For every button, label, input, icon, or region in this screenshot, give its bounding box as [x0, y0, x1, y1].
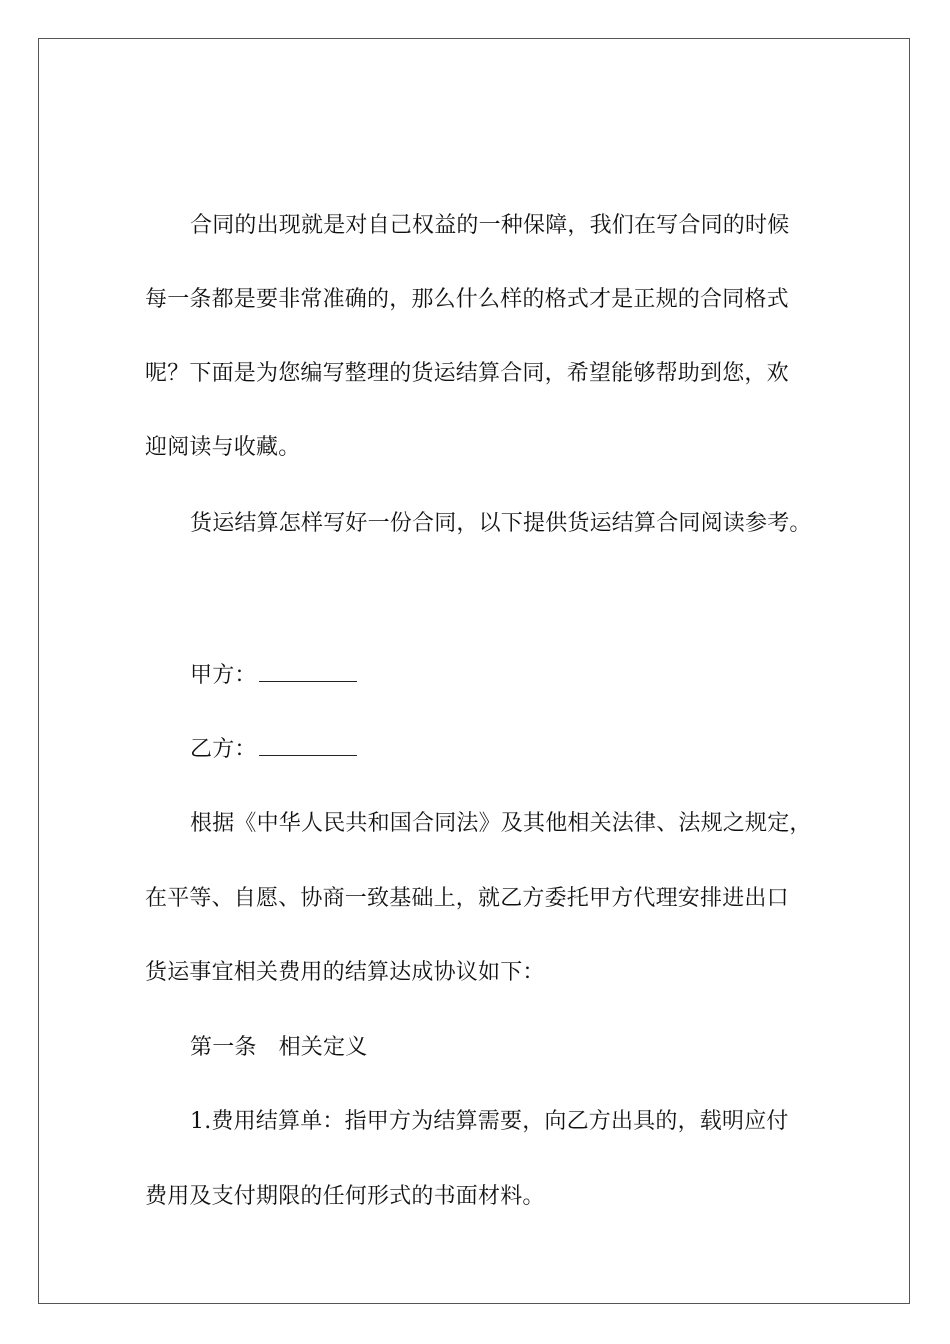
- clause-1-line-1: 1.费用结算单：指甲方为结算需要，向乙方出具的，载明应付: [190, 1109, 789, 1134]
- intro-line-1: 合同的出现就是对自己权益的一种保障，我们在写合同的时候: [190, 213, 790, 238]
- basis-line-2: 在平等、自愿、协商一致基础上，就乙方委托甲方代理安排进出口: [145, 886, 789, 911]
- article-1-number: 第一条: [190, 1035, 257, 1060]
- party-b-blank: [259, 737, 357, 756]
- party-b-line: [190, 735, 357, 765]
- party-b-label: 乙方：: [190, 737, 257, 762]
- article-1-heading: [190, 1033, 367, 1063]
- intro-line-3: 呢？下面是为您编写整理的货运结算合同，希望能够帮助到您，欢: [145, 361, 789, 386]
- clause-1-line-2: 费用及支付期限的任何形式的书面材料。: [145, 1184, 545, 1209]
- party-a-blank: [259, 663, 357, 682]
- intro-line-2: 每一条都是要非常准确的，那么什么样的格式才是正规的合同格式: [145, 287, 789, 312]
- basis-line-3: 货运事宜相关费用的结算达成协议如下：: [145, 960, 545, 985]
- article-1-title: 相关定义: [278, 1035, 368, 1060]
- lead-paragraph: 货运结算怎样写好一份合同，以下提供货运结算合同阅读参考。: [190, 511, 812, 536]
- party-a-label: 甲方：: [190, 663, 257, 688]
- intro-line-4: 迎阅读与收藏。: [145, 435, 301, 460]
- basis-line-1: 根据《中华人民共和国合同法》及其他相关法律、法规之规定，: [190, 811, 812, 836]
- party-a-line: [190, 661, 357, 691]
